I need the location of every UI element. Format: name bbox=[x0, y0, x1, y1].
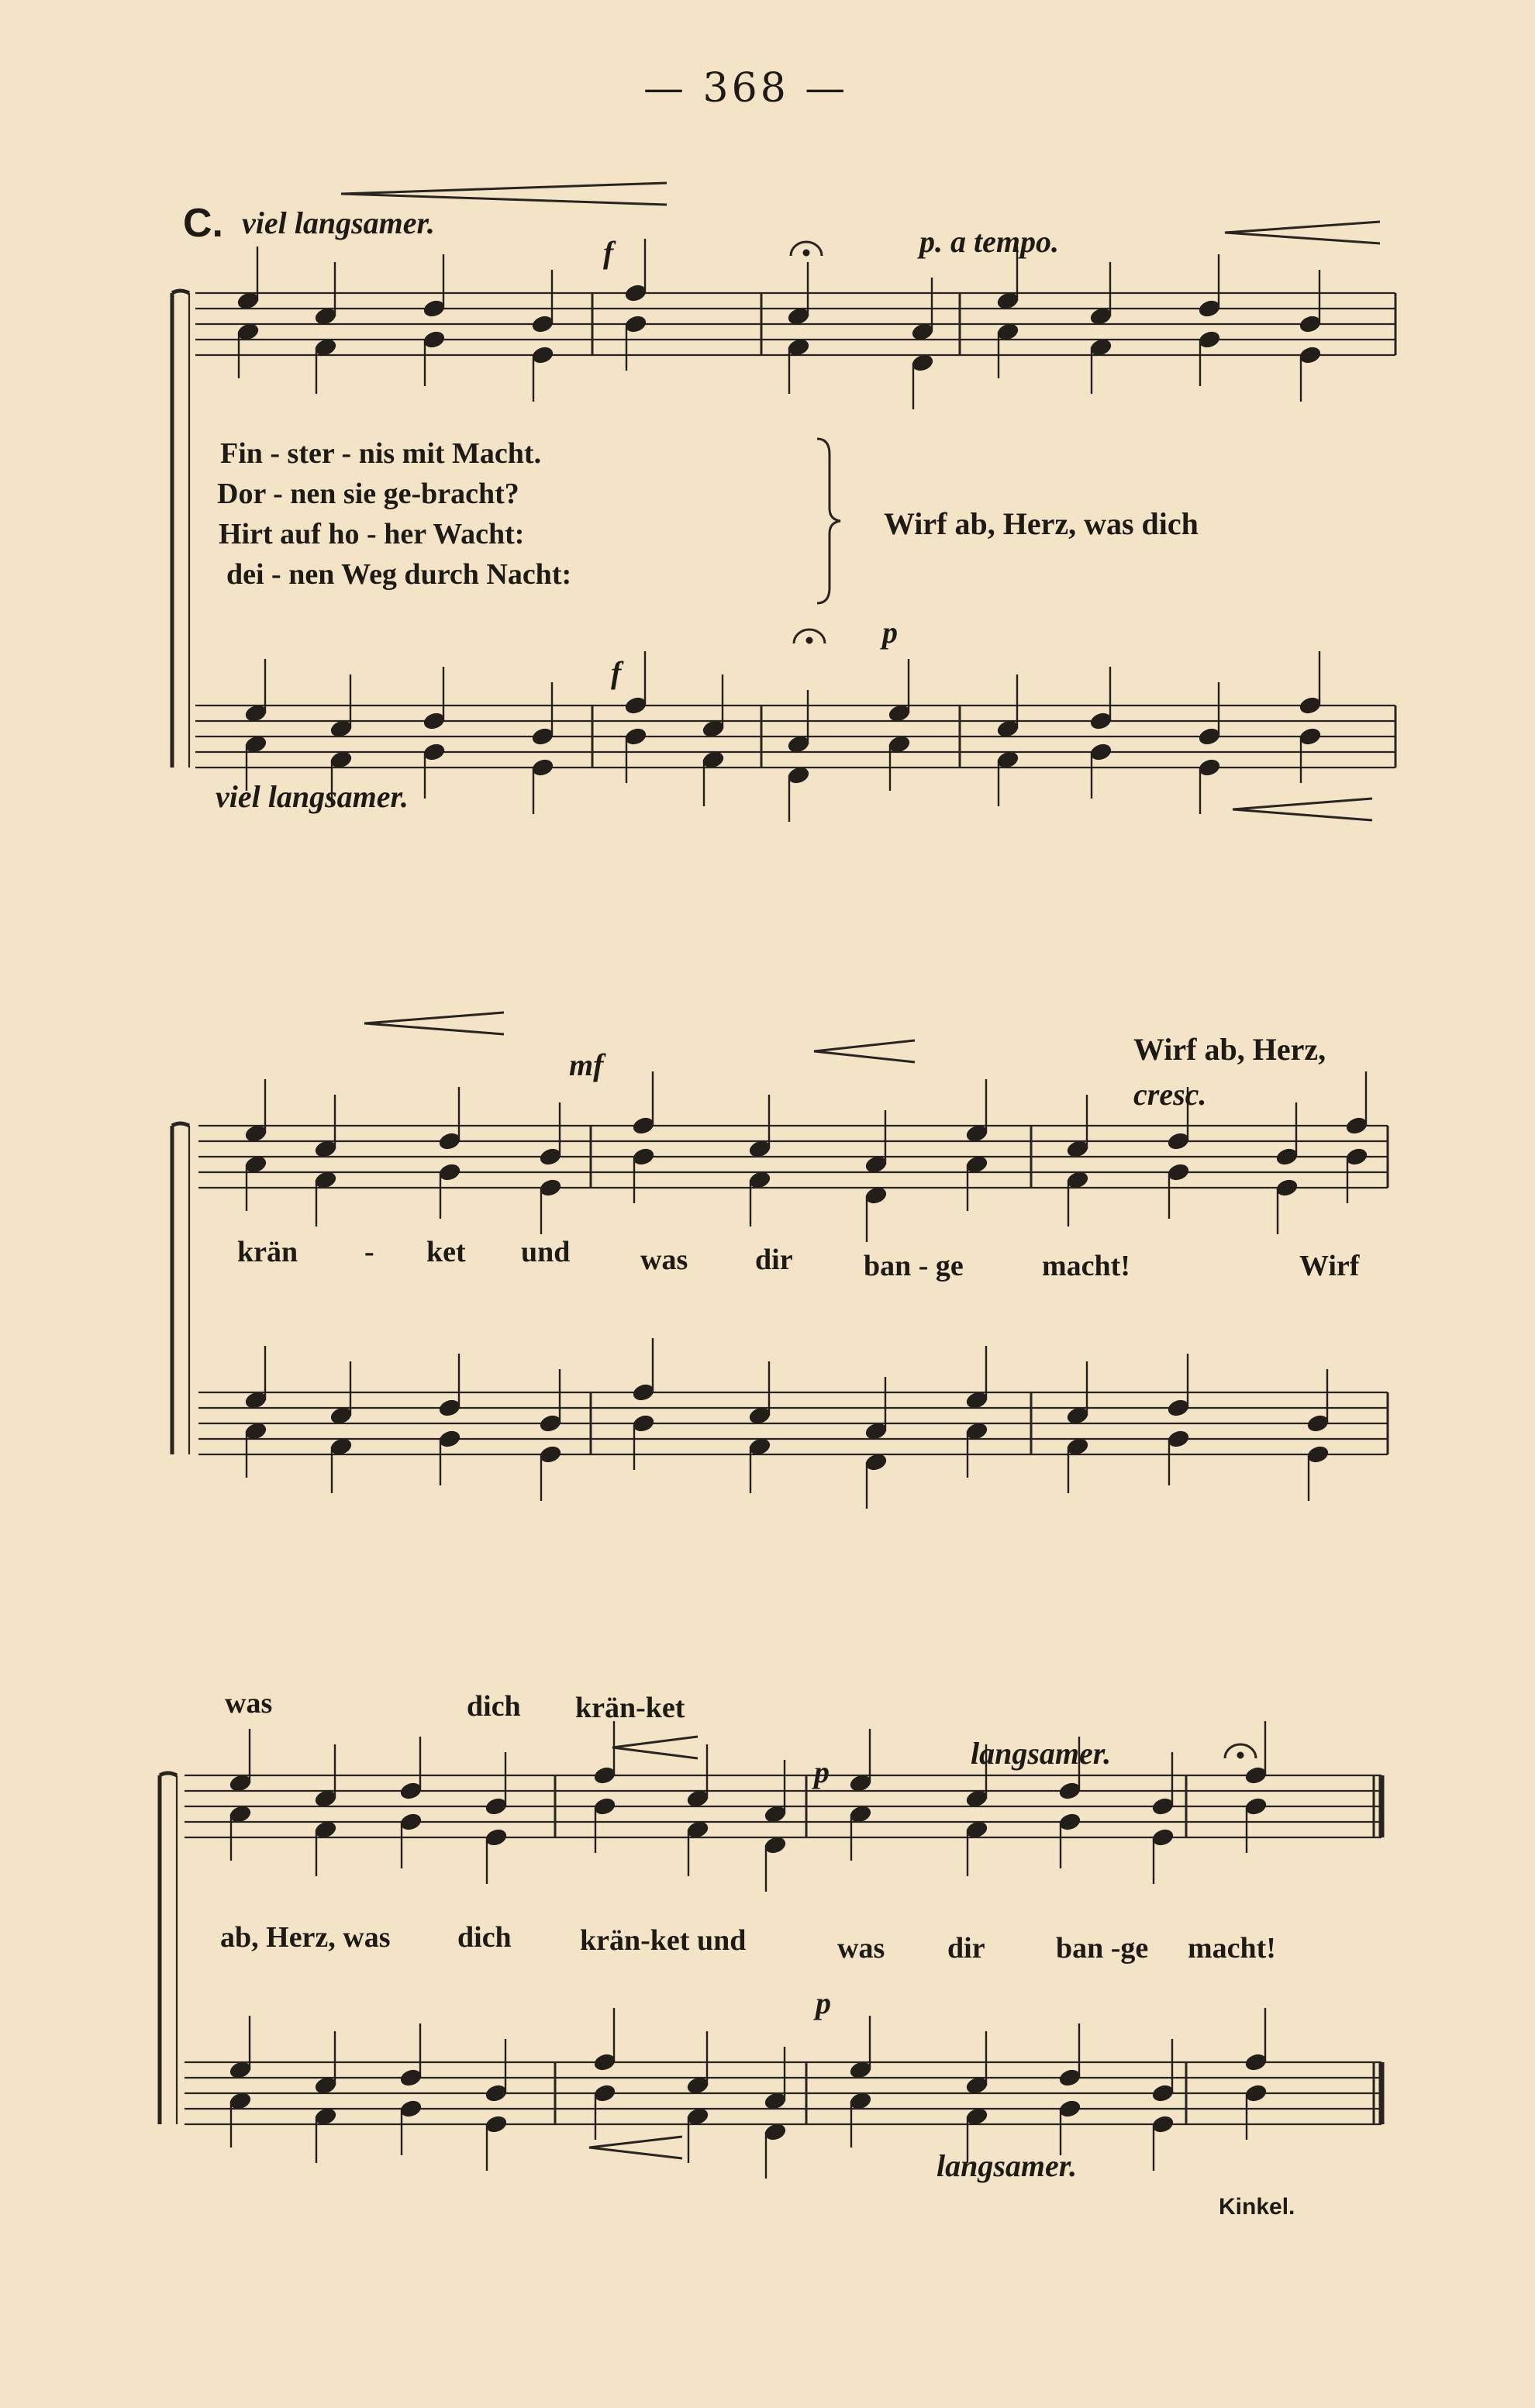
fermata-dot bbox=[1237, 1752, 1244, 1758]
notehead-lower bbox=[1151, 1827, 1175, 1847]
hairpin-cresc-sys3-bottom bbox=[589, 2137, 682, 2158]
notehead bbox=[438, 1131, 462, 1151]
lyric-kraen: krän bbox=[237, 1236, 298, 1268]
notehead-lower bbox=[1198, 757, 1222, 778]
notehead bbox=[438, 1398, 462, 1418]
notehead bbox=[1058, 1781, 1082, 1801]
bracket-cap bbox=[172, 291, 189, 293]
notehead bbox=[593, 1765, 617, 1785]
notehead bbox=[593, 2052, 617, 2072]
lyric-macht-2: macht! bbox=[1188, 1932, 1276, 1965]
notehead bbox=[1198, 726, 1222, 747]
tempo-marking-top: viel langsamer. bbox=[242, 205, 435, 240]
notehead bbox=[1167, 1131, 1191, 1151]
notehead-lower bbox=[1167, 1429, 1191, 1449]
crescendo-marking: cresc. bbox=[1133, 1077, 1207, 1112]
notehead bbox=[1244, 2052, 1268, 2072]
notehead-lower bbox=[1299, 345, 1323, 365]
notehead bbox=[531, 726, 555, 747]
upper-lyric-was: was bbox=[225, 1687, 273, 1720]
tempo-langsamer-top: langsamer. bbox=[971, 1736, 1112, 1771]
notehead-lower bbox=[1299, 726, 1323, 747]
notehead-lower bbox=[1345, 1147, 1369, 1167]
lyric-was-2: was bbox=[837, 1932, 885, 1965]
lyric-und: und bbox=[521, 1236, 571, 1268]
notehead bbox=[1198, 298, 1222, 319]
verse-line-3: Hirt auf ho - her Wacht: bbox=[219, 518, 525, 550]
notehead-lower bbox=[423, 329, 447, 350]
lyric-was: was bbox=[640, 1244, 688, 1276]
notehead bbox=[632, 1382, 656, 1402]
notehead bbox=[539, 1413, 563, 1433]
lyric-dir-2: dir bbox=[947, 1932, 985, 1965]
hairpin-cresc-sys3 bbox=[612, 1737, 698, 1758]
notehead bbox=[1089, 711, 1113, 731]
notehead bbox=[1167, 1398, 1191, 1418]
notehead-lower bbox=[593, 2083, 617, 2103]
hairpin-decresc-sys2b bbox=[814, 1040, 915, 1062]
dynamic-mezzoforte: mf bbox=[569, 1047, 604, 1082]
notehead bbox=[1306, 1413, 1330, 1433]
verse-line-4: dei - nen Weg durch Nacht: bbox=[226, 558, 572, 591]
notehead-lower bbox=[1058, 2099, 1082, 2119]
verse-line-2: Dor - nen sie ge-bracht? bbox=[217, 478, 519, 510]
lyric-hyphen: - bbox=[364, 1236, 374, 1268]
notehead bbox=[1299, 314, 1323, 334]
composer-name: Kinkel. bbox=[1219, 2194, 1295, 2220]
dynamic-piano-bottom: p bbox=[816, 1985, 831, 2020]
upper-lyric-kraenket: krän-ket bbox=[575, 1692, 685, 1724]
notehead bbox=[624, 695, 648, 716]
hairpin-cresc-top-right bbox=[1225, 222, 1380, 243]
notehead bbox=[1151, 2083, 1175, 2103]
notehead-lower bbox=[1089, 742, 1113, 762]
notehead bbox=[1244, 1765, 1268, 1785]
notehead bbox=[1299, 695, 1323, 716]
lyric-dich: dich bbox=[457, 1921, 512, 1954]
notehead bbox=[1058, 2068, 1082, 2088]
lyric-kraenket-und: krän-ket und bbox=[580, 1924, 747, 1957]
upper-lyric-wirf-ab-herz: Wirf ab, Herz, bbox=[1133, 1032, 1326, 1067]
dynamic-forte-bass: f bbox=[611, 655, 622, 690]
bracket-cap bbox=[160, 1773, 177, 1775]
tempo-marking-bottom: viel langsamer. bbox=[216, 779, 409, 814]
notehead-lower bbox=[1275, 1178, 1299, 1198]
notehead-lower bbox=[438, 1162, 462, 1182]
notehead-lower bbox=[593, 1796, 617, 1816]
notehead-lower bbox=[438, 1429, 462, 1449]
notehead bbox=[1345, 1116, 1369, 1136]
notehead-lower bbox=[539, 1178, 563, 1198]
notehead-lower bbox=[1167, 1162, 1191, 1182]
section-label: C. bbox=[183, 201, 223, 246]
notehead-lower bbox=[399, 2099, 423, 2119]
notehead-lower bbox=[1244, 1796, 1268, 1816]
notehead bbox=[1151, 1796, 1175, 1816]
notehead bbox=[485, 1796, 509, 1816]
page-number: — 368 — bbox=[643, 65, 849, 112]
notehead bbox=[423, 711, 447, 731]
notehead-lower bbox=[485, 2114, 509, 2134]
bracket-cap bbox=[172, 1123, 189, 1126]
notehead-lower bbox=[1151, 2114, 1175, 2134]
notehead bbox=[531, 314, 555, 334]
tempo-langsamer-bottom: langsamer. bbox=[937, 2148, 1078, 2183]
notehead-lower bbox=[624, 314, 648, 334]
dynamic-piano-bass: p bbox=[882, 615, 898, 650]
hairpin-decresc-top bbox=[341, 183, 667, 205]
lyric-dir: dir bbox=[755, 1244, 793, 1276]
notehead-lower bbox=[485, 1827, 509, 1847]
notehead-lower bbox=[1244, 2083, 1268, 2103]
dynamic-forte: f bbox=[603, 235, 614, 270]
notehead-lower bbox=[539, 1444, 563, 1464]
notehead-lower bbox=[531, 757, 555, 778]
notehead bbox=[399, 1781, 423, 1801]
notehead-lower bbox=[624, 726, 648, 747]
refrain-lyric: Wirf ab, Herz, was dich bbox=[884, 506, 1199, 541]
notehead bbox=[485, 2083, 509, 2103]
verse-curly-brace bbox=[817, 439, 840, 603]
notehead bbox=[539, 1147, 563, 1167]
lyric-ket: ket bbox=[426, 1236, 466, 1268]
notehead-lower bbox=[632, 1147, 656, 1167]
notehead-lower bbox=[1306, 1444, 1330, 1464]
lyric-bange: ban - ge bbox=[864, 1250, 964, 1282]
verse-line-1: Fin - ster - nis mit Macht. bbox=[220, 437, 542, 470]
lyric-macht: macht! bbox=[1042, 1250, 1130, 1282]
notehead bbox=[399, 2068, 423, 2088]
notehead bbox=[1275, 1147, 1299, 1167]
notehead bbox=[423, 298, 447, 319]
notehead-lower bbox=[531, 345, 555, 365]
dynamic-piano-top: p bbox=[814, 1754, 830, 1789]
fermata-dot bbox=[803, 250, 809, 256]
notehead-lower bbox=[632, 1413, 656, 1433]
hairpin-decresc-sys2 bbox=[364, 1013, 504, 1034]
notehead-lower bbox=[1198, 329, 1222, 350]
notehead-lower bbox=[399, 1812, 423, 1832]
notehead-lower bbox=[1058, 1812, 1082, 1832]
notehead bbox=[624, 283, 648, 303]
tempo-a-tempo: p. a tempo. bbox=[919, 224, 1059, 259]
lyric-ab-herz-was: ab, Herz, was bbox=[220, 1921, 391, 1954]
lyric-wirf: Wirf bbox=[1299, 1250, 1360, 1282]
upper-lyric-dich: dich bbox=[467, 1690, 521, 1723]
hairpin-cresc-bass-right bbox=[1233, 799, 1372, 820]
notehead bbox=[632, 1116, 656, 1136]
fermata-dot bbox=[806, 637, 812, 643]
notehead-lower bbox=[423, 742, 447, 762]
lyric-bange-2: ban -ge bbox=[1056, 1932, 1149, 1965]
